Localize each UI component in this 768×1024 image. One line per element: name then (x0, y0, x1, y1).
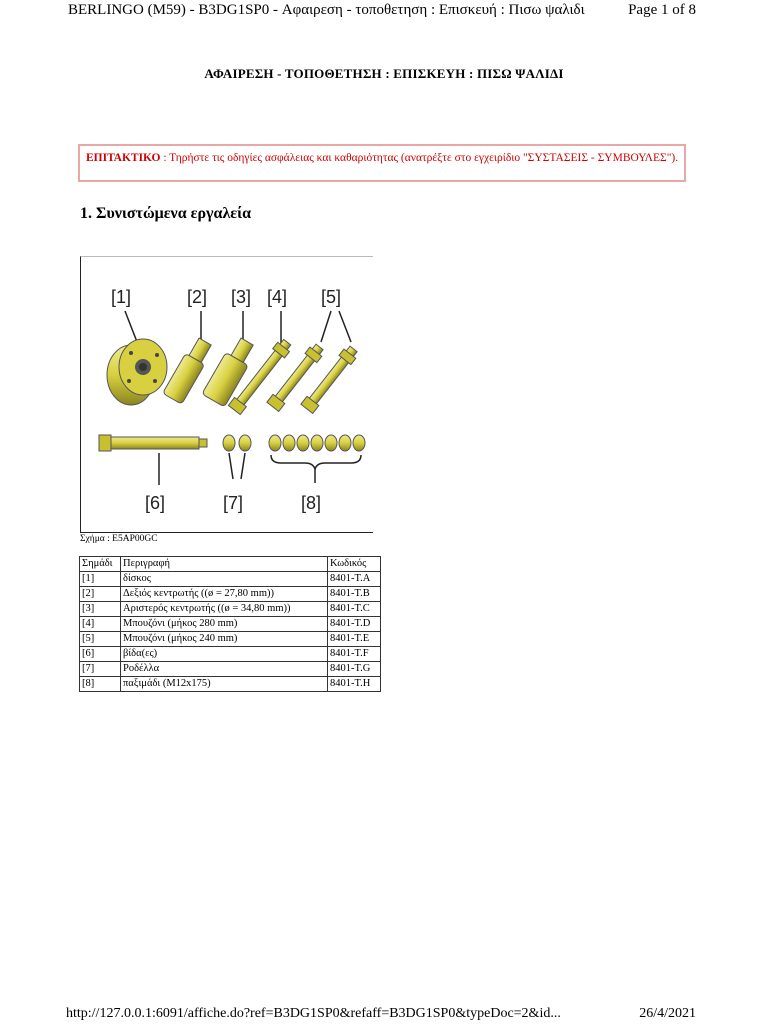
nuts (269, 435, 365, 451)
header-doc-title: BERLINGO (M59) - B3DG1SP0 - Αφαιρεση - τοποθετηση : Επισκευή : Πισω ψαλιδι (68, 1, 585, 18)
cell-description: Μπουζόνι (μήκος 280 mm) (121, 617, 328, 632)
cell-mark: [5] (80, 632, 121, 647)
table-row (80, 602, 381, 617)
footer-date: 26/4/2021 (639, 1006, 696, 1021)
cell-mark: [1] (80, 572, 121, 587)
label-3: [3] (231, 287, 252, 307)
label-1: [1] (111, 287, 132, 307)
warning-keyword: ΕΠΙΤΑΚΤΙΚΟ (86, 152, 161, 164)
cell-description: δίσκος (121, 572, 328, 587)
table-row (80, 632, 381, 647)
warning-message: : Τηρήστε τις οδηγίες ασφάλειας και καθαριότητας (ανατρέξτε στο εγχειρίδιο "ΣΥΣΤΑΣΕΙΣ - ΣΥΜΒΟΥΛΕΣ"). (160, 152, 679, 164)
cell-mark: [6] (80, 647, 121, 662)
washers (223, 435, 251, 451)
page-header (68, 0, 696, 20)
cell-description: Μπουζόνι (μήκος 240 mm) (121, 632, 328, 647)
section-heading: 1. Συνιστώμενα εργαλεία (80, 205, 252, 222)
table-header-row (80, 557, 381, 572)
tools-table (79, 556, 381, 692)
table-row (80, 617, 381, 632)
table-row (80, 572, 381, 587)
column-header-mark: Σημάδι (80, 557, 121, 572)
cell-code: 8401-T.D (328, 617, 381, 632)
cell-description: Δεξιός κεντρωτής ((ø = 27,80 mm)) (121, 587, 328, 602)
document-title: ΑΦΑΙΡΕΣΗ - ΤΟΠΟΘΕΤΗΣΗ : ΕΠΙΣΚΕΥΗ : ΠΙΣΩ ΨΑΛΙΔΙ (204, 66, 564, 81)
table-row (80, 647, 381, 662)
column-header-description: Περιγραφή (121, 557, 328, 572)
cell-code: 8401-T.G (328, 662, 381, 677)
cell-description: βίδα(ες) (121, 647, 328, 662)
cell-code: 8401-T.B (328, 587, 381, 602)
page-footer (66, 1006, 696, 1022)
label-2: [2] (187, 287, 208, 307)
cell-code: 8401-T.H (328, 677, 381, 692)
cell-mark: [7] (80, 662, 121, 677)
warning-box (78, 144, 686, 182)
figure-caption: Σχήμα : E5AP00GC (80, 534, 158, 544)
table-row (80, 587, 381, 602)
table-row (80, 662, 381, 677)
cell-mark: [4] (80, 617, 121, 632)
label-6: [6] (145, 493, 166, 513)
cell-code: 8401-T.A (328, 572, 381, 587)
label-7: [7] (223, 493, 244, 513)
label-4: [4] (267, 287, 288, 307)
cell-code: 8401-T.C (328, 602, 381, 617)
cell-description: Ροδέλλα (121, 662, 328, 677)
column-header-code: Κωδικός (328, 557, 381, 572)
cell-mark: [2] (80, 587, 121, 602)
cell-code: 8401-T.E (328, 632, 381, 647)
header-page-number: Page 1 of 8 (628, 1, 696, 18)
tools-figure (80, 256, 373, 533)
screw-tool (99, 435, 207, 451)
label-8: [8] (301, 493, 322, 513)
cell-mark: [3] (80, 602, 121, 617)
table-row (80, 677, 381, 692)
cell-code: 8401-T.F (328, 647, 381, 662)
cell-mark: [8] (80, 677, 121, 692)
disc-tool (107, 339, 167, 405)
label-5: [5] (321, 287, 342, 307)
cell-description: παξιμάδι (M12x175) (121, 677, 328, 692)
tools-illustration (81, 257, 373, 532)
warning-text (86, 151, 680, 166)
footer-url: http://127.0.0.1:6091/affiche.do?ref=B3DG1SP0&refaff=B3DG1SP0&typeDoc=2&id... (66, 1006, 561, 1021)
cell-description: Αριστερός κεντρωτής ((ø = 34,80 mm)) (121, 602, 328, 617)
